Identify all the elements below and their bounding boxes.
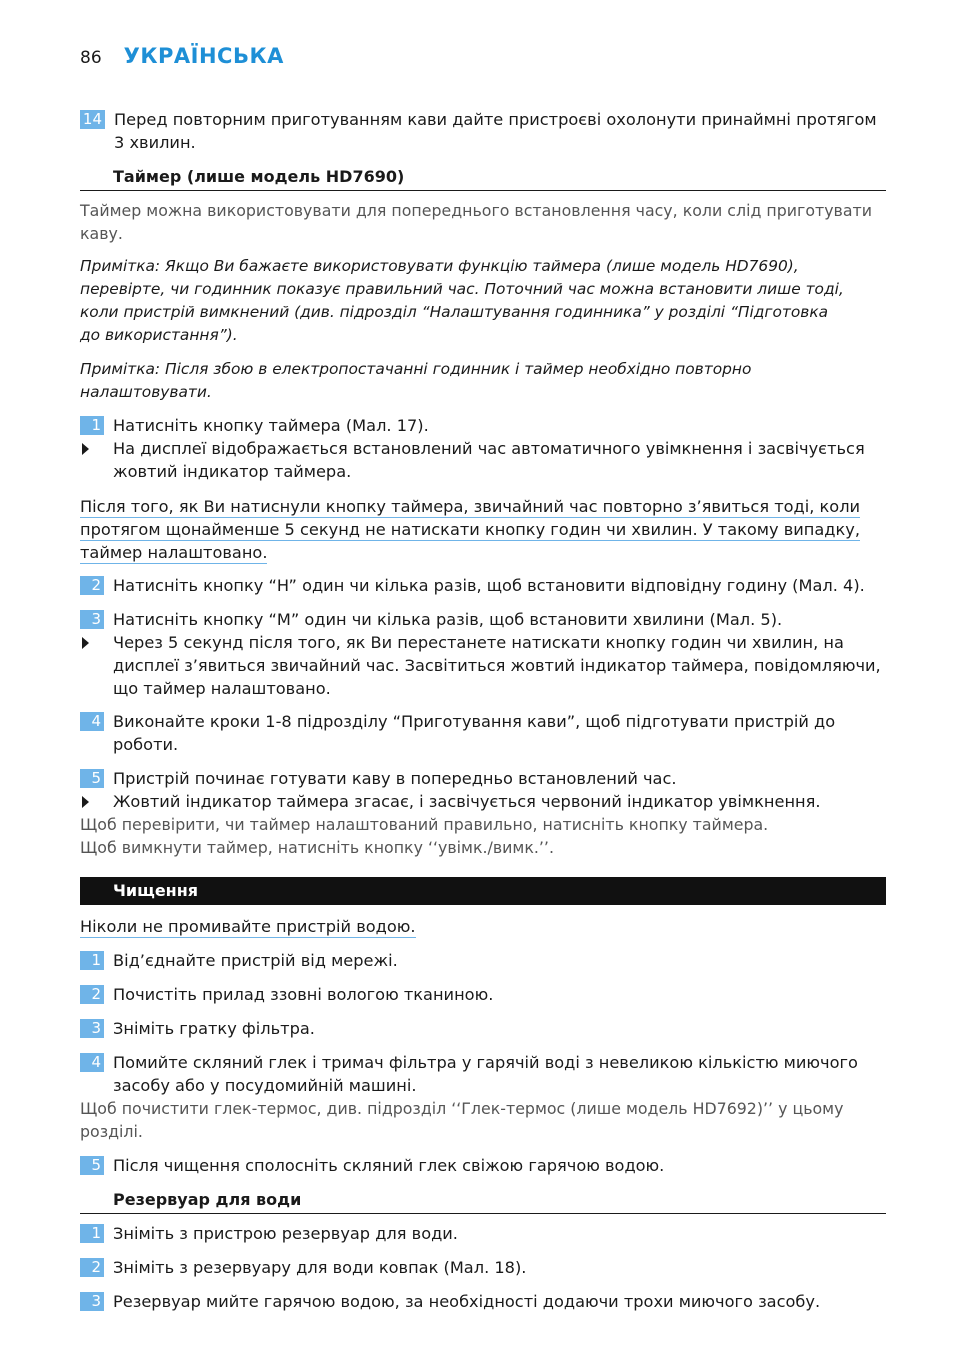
step-number: 1 — [80, 1224, 104, 1243]
step-number: 3 — [80, 610, 104, 629]
reservoir-step-3 — [80, 1290, 886, 1313]
warning-line: протягом щонайменше 5 секунд не натискати кнопку годин чи хвилин. У такому випадку, — [80, 520, 861, 539]
step-text: Натисніть кнопку “H” один чи кілька разів, щоб встановити відповідну годину (Мал. 4). — [113, 576, 865, 595]
cleaning-step-1 — [80, 949, 886, 972]
timer-tip-1: Щоб перевірити, чи таймер налаштований правильно, натисніть кнопку таймера. — [80, 815, 769, 834]
step-number: 1 — [80, 951, 104, 970]
warning-line: Після того, як Ви натиснули кнопку таймера, звичайний час повторно з’явиться тоді, коли — [80, 497, 861, 516]
step-text: Почистіть прилад ззовні вологою тканиною. — [113, 985, 494, 1004]
result-arrow-icon — [80, 437, 113, 460]
timer-note-2: Примітка: Після збою в електропостачанні годинник і таймер необхідно повторно налаштовувати. — [80, 360, 752, 401]
step-number: 5 — [80, 769, 104, 788]
step-text: Зніміть з резервуару для води ковпак (Мал. 18). — [113, 1258, 527, 1277]
cleaning-step-5 — [80, 1154, 886, 1177]
timer-result-1 — [80, 437, 886, 483]
timer-warning — [80, 495, 886, 564]
cleaning-tip: Щоб почистити глек-термос, див. підрозділ ‘‘Глек-термос (лише модель HD7692)’’ у цьому розділі. — [80, 1099, 844, 1141]
step-text: Виконайте кроки 1-8 підрозділу “Приготування кави”, щоб підготувати пристрій до роботи. — [113, 712, 836, 754]
step-text: Зніміть з пристрою резервуар для води. — [113, 1224, 458, 1243]
timer-step-3 — [80, 608, 886, 631]
step-text: Зніміть гратку фільтра. — [113, 1019, 315, 1038]
result-text: Через 5 секунд після того, як Ви перестанете натискати кнопку годин чи хвилин, на дисплеї з’явиться звичайний час. Засвітиться жовтий індикатор таймера, повідомляючи, що таймер налаштовано. — [113, 633, 881, 698]
timer-result-5 — [80, 790, 886, 813]
cleaning-step-4 — [80, 1051, 886, 1097]
result-arrow-icon — [80, 790, 113, 813]
timer-intro: Таймер можна використовувати для попереднього встановлення часу, коли слід приготувати каву. — [80, 201, 872, 243]
step-number: 4 — [80, 712, 104, 731]
timer-step-2 — [80, 574, 886, 597]
language-title: УКРАЇНСЬКА — [123, 44, 284, 68]
timer-tip-2: Щоб вимкнути таймер, натисніть кнопку ‘‘увімк./вимк.’’. — [80, 838, 554, 857]
cleaning-step-3 — [80, 1017, 886, 1040]
step-number: 3 — [80, 1292, 104, 1311]
cleaning-heading: Чищення — [80, 877, 886, 905]
step-number: 14 — [80, 110, 105, 129]
cleaning-warning — [80, 915, 886, 938]
reservoir-step-1 — [80, 1222, 886, 1245]
result-text: Жовтий індикатор таймера згасає, і засвічується червоний індикатор увімкнення. — [113, 792, 821, 811]
page-number: 86 — [80, 48, 102, 68]
step-text: Від’єднайте пристрій від мережі. — [113, 951, 398, 970]
step-number: 3 — [80, 1019, 104, 1038]
step-number: 1 — [80, 416, 104, 435]
timer-step-5 — [80, 767, 886, 790]
step-text: Натисніть кнопку “M” один чи кілька разів, щоб встановити хвилини (Мал. 5). — [113, 610, 783, 629]
warning-line: таймер налаштовано. — [80, 543, 268, 562]
page-header — [80, 45, 284, 75]
step-number: 4 — [80, 1053, 104, 1072]
step-text: Перед повторним приготуванням кави дайте пристроєві охолонути принаймні протягом 3 хвилин. — [114, 110, 877, 152]
step-text: Помийте скляний глек і тримач фільтра у гарячій воді з невеликою кількістю миючого засобу або у посудомийній машині. — [113, 1053, 858, 1095]
warning-line: Ніколи не промивайте пристрій водою. — [80, 917, 416, 936]
step-number: 5 — [80, 1156, 104, 1175]
timer-note-1: Примітка: Якщо Ви бажаєте використовувати функцію таймера (лише модель HD7690), перевірте, чи годинник показує правильний час. Поточний час можна встановити лише тоді, коли пристрій вимкнений (див. підрозділ “Налаштування годинника” у розділі “Підготовка до використання”). — [80, 257, 844, 344]
reservoir-step-2 — [80, 1256, 886, 1279]
timer-heading: Таймер (лише модель HD7690) — [80, 165, 886, 191]
step-text: Пристрій починає готувати каву в попередньо встановлений час. — [113, 769, 677, 788]
reservoir-heading: Резервуар для води — [80, 1188, 886, 1214]
cleaning-step-2 — [80, 983, 886, 1006]
step-number: 2 — [80, 1258, 104, 1277]
step-text: Після чищення сполосніть скляний глек свіжою гарячою водою. — [113, 1156, 665, 1175]
timer-step-4 — [80, 710, 886, 756]
step-14 — [80, 108, 886, 154]
result-arrow-icon — [80, 631, 113, 654]
result-text: На дисплеї відображається встановлений час автоматичного увімкнення і засвічується жовтий індикатор таймера. — [113, 439, 865, 481]
step-number: 2 — [80, 576, 104, 595]
timer-result-3 — [80, 631, 886, 700]
step-text: Натисніть кнопку таймера (Мал. 17). — [113, 416, 429, 435]
step-number: 2 — [80, 985, 104, 1004]
step-text: Резервуар мийте гарячою водою, за необхідності додаючи трохи миючого засобу. — [113, 1292, 821, 1311]
timer-step-1 — [80, 414, 886, 437]
